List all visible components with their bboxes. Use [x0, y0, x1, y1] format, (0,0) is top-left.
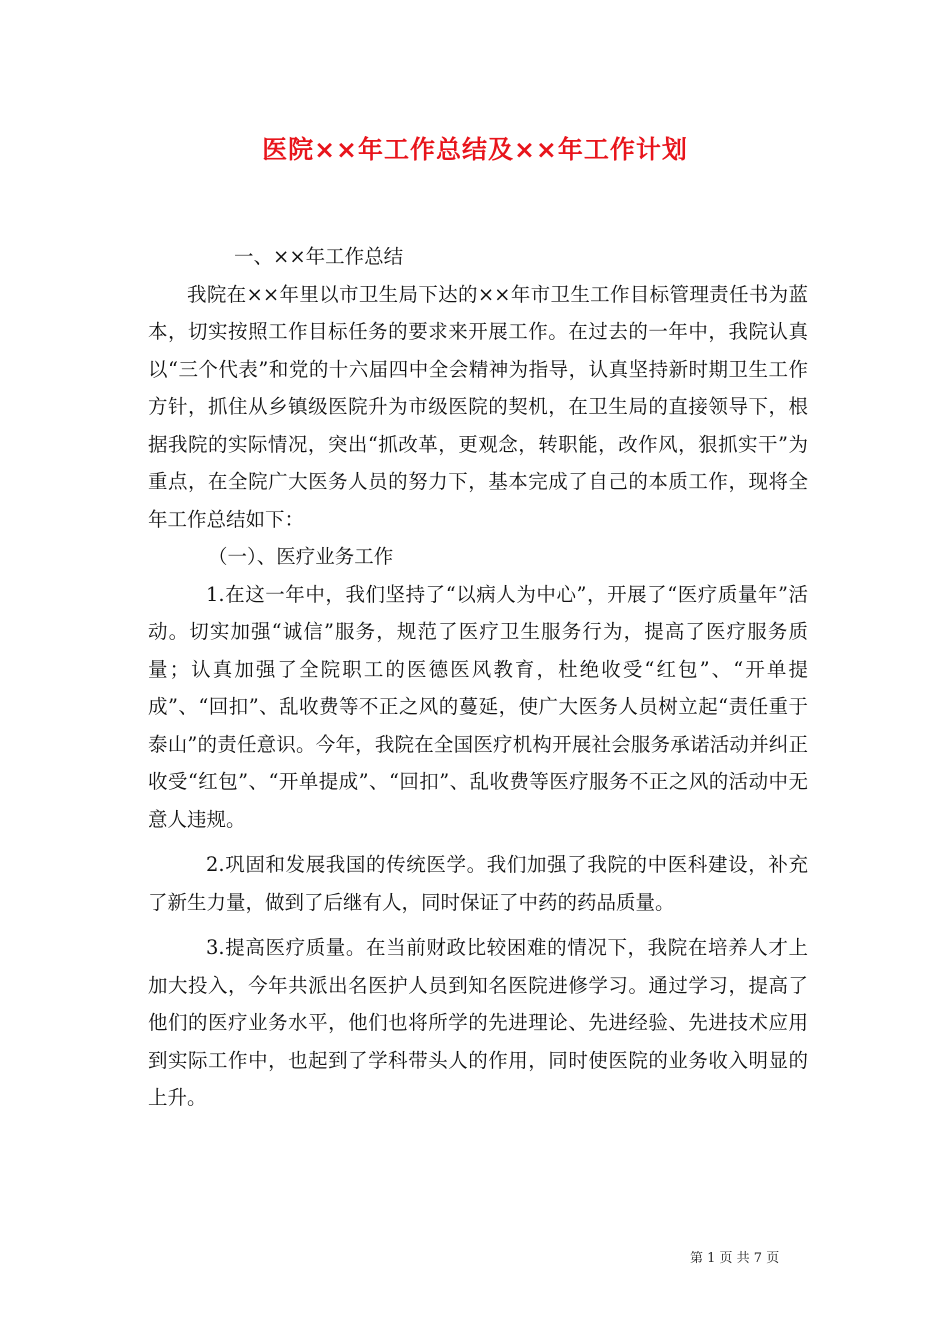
section-heading: 一、××年工作总结: [234, 245, 404, 268]
page-number-footer: 第 1 页 共 7 页: [690, 1251, 780, 1266]
document-title: 医院××年工作总结及××年工作计划: [262, 135, 688, 164]
intro-paragraph: 我院在××年里以市卫生局下达的××年市卫生工作目标管理责任书为蓝本，切实按照工作目标任务的要求来开展工作。在过去的一年中，我院认真以“三个代表”和党的十六届四中全会精神为指导，认真坚持新时期卫生工作方针，抓住从乡镇级医院升为市级医院的契机，在卫生局的直接领导下，根据我院的实际情况，突出“抓改革，更观念，转职能，改作风，狠抓实干”为重点，在全院广大医务人员的努力下，基本完成了自己的本质工作，现将全年工作总结如下：: [148, 282, 808, 531]
list-item: 1.在这一年中，我们坚持了“以病人为中心”，开展了“医疗质量年”活动。切实加强“诚信”服务，规范了医疗卫生服务行为，提高了医疗服务质量；认真加强了全院职工的医德医风教育，杜绝收受“红包”、“开单提成”、“回扣”、乱收费等不正之风的蔓延，使广大医务人员树立起“责任重于泰山”的责任意识。今年，我院在全国医疗机构开展社会服务承诺活动并纠正收受“红包”、“开单提成”、“回扣”、乱收费等医疗服务不正之风的活动中无意人违规。: [148, 582, 808, 831]
list-item: 2.巩固和发展我国的传统医学。我们加强了我院的中医科建设，补充了新生力量，做到了后继有人，同时保证了中药的药品质量。: [148, 853, 808, 914]
document-body: [148, 238, 808, 1117]
subsection-heading: （一）、医疗业务工作: [208, 545, 394, 568]
list-item: 3.提高医疗质量。在当前财政比较困难的情况下，我院在培养人才上加大投入，今年共派出名医护人员到知名医院进修学习。通过学习，提高了他们的医疗业务水平，他们也将所学的先进理论、先进经验、先进技术应用到实际工作中，也起到了学科带头人的作用，同时使医院的业务收入明显的上升。: [148, 936, 808, 1109]
